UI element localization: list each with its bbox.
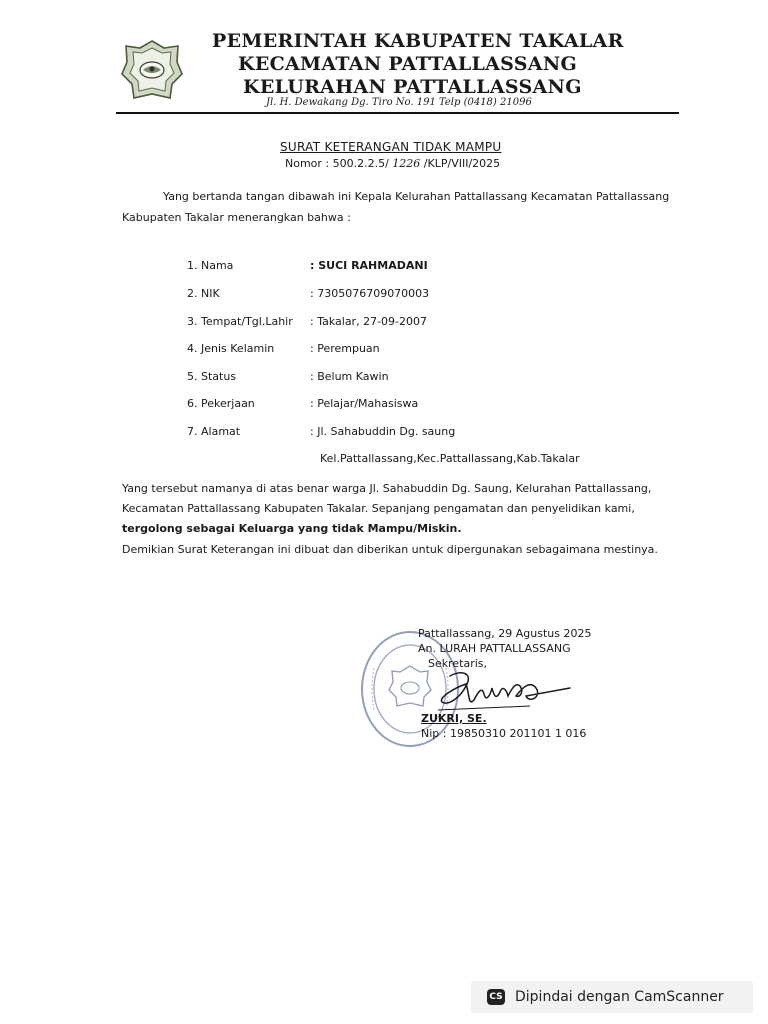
header-divider (116, 112, 679, 114)
field-label: 1. Nama (187, 259, 234, 272)
signatory-name: ZUKRI, SE. (421, 712, 487, 725)
handwritten-signature-icon (430, 666, 580, 716)
field-value: : Jl. Sahabuddin Dg. saung (310, 425, 456, 438)
camscanner-text: Dipindai dengan CamScanner (515, 989, 724, 1005)
intro-line-1: Yang bertanda tangan dibawah ini Kepala Kelurahan Pattallassang Kecamatan Pattallassang (163, 190, 670, 203)
field-value: : Takalar, 27-09-2007 (310, 315, 427, 328)
field-label: 5. Status (187, 370, 237, 383)
header-district: KECAMATAN PATTALLASSANG (238, 53, 578, 75)
field-label: 6. Pekerjaan (187, 397, 255, 410)
body-line-2: Kecamatan Pattallassang Kabupaten Takalar. Sepanjang pengamatan dan penyelidikan kami, (122, 502, 635, 515)
field-row-status (187, 370, 607, 384)
regency-emblem-icon (120, 38, 184, 102)
field-label: 3. Tempat/Tgl.Lahir (187, 315, 293, 328)
field-row-address (187, 425, 607, 439)
body-line-1: Yang tersebut namanya di atas benar warga Jl. Sahabuddin Dg. Saung, Kelurahan Pattallassang, (122, 482, 652, 495)
header-address: Jl. H. Dewakang Dg. Tiro No. 191 Telp (0418) 21096 (266, 97, 532, 108)
document-number-handwritten: 1226 (392, 157, 421, 170)
intro-line-2: Kabupaten Takalar menerangkan bahwa : (122, 211, 351, 224)
signature-role-1: An. LURAH PATTALLASSANG (418, 642, 571, 655)
field-label: 7. Alamat (187, 425, 241, 438)
field-row-gender (187, 342, 607, 356)
field-value: : Perempuan (310, 342, 380, 355)
field-label: 4. Jenis Kelamin (187, 342, 275, 355)
address-continued: Kel.Pattallassang,Kec.Pattallassang,Kab.Takalar (320, 452, 580, 465)
signature-role-2: Sekretaris, (428, 657, 488, 670)
camscanner-logo-icon: CS (487, 989, 505, 1005)
field-value: : Belum Kawin (310, 370, 389, 383)
field-value: : 7305076709070003 (310, 287, 430, 300)
signature-place-date: Pattallassang, 29 Agustus 2025 (418, 627, 592, 640)
field-row-nik (187, 287, 607, 301)
field-label: 2. NIK (187, 287, 220, 300)
field-row-birth (187, 315, 607, 329)
body-line-3: tergolong sebagai Keluarga yang tidak Mampu/Miskin. (122, 522, 462, 535)
header-village: KELURAHAN PATTALLASSANG (243, 76, 582, 98)
field-row-name (187, 259, 607, 273)
field-value: : Pelajar/Mahasiswa (310, 397, 419, 410)
field-row-occupation (187, 397, 607, 411)
document-number-suffix: /KLP/VIII/2025 (420, 157, 501, 170)
camscanner-badge (471, 981, 753, 1013)
document-number (285, 157, 500, 170)
header-government: PEMERINTAH KABUPATEN TAKALAR (212, 30, 624, 52)
signatory-nip: Nip : 19850310 201101 1 016 (421, 727, 587, 740)
closing-statement: Demikian Surat Keterangan ini dibuat dan diberikan untuk dipergunakan sebagaimana mestinya. (122, 543, 658, 556)
document-title: SURAT KETERANGAN TIDAK MAMPU (280, 140, 502, 154)
field-value: : SUCI RAHMADANI (310, 259, 428, 272)
document-number-prefix: Nomor : 500.2.2.5/ (285, 157, 393, 170)
